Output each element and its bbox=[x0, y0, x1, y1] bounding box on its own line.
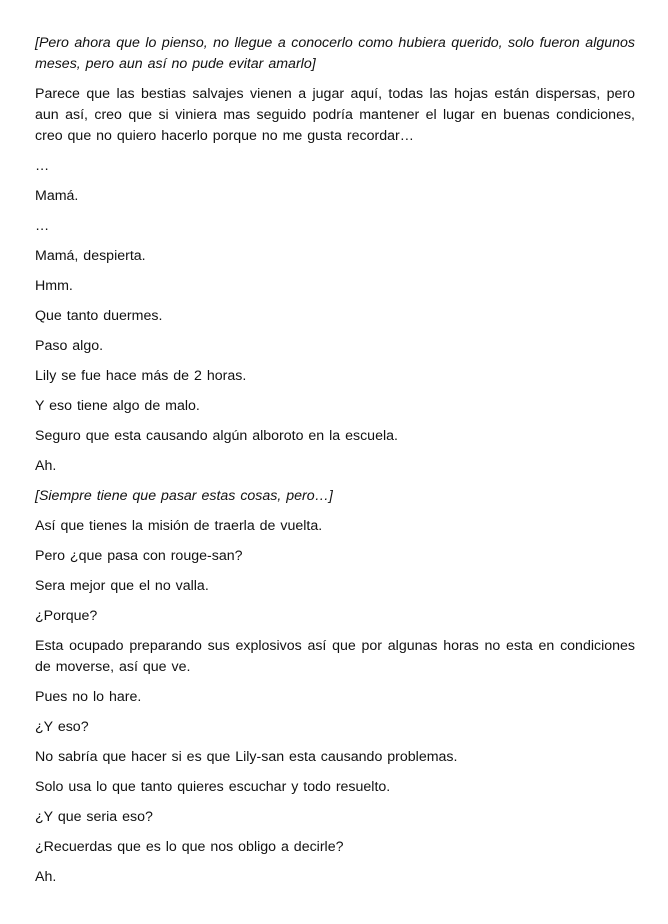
paragraph: ¿Y eso? bbox=[35, 719, 89, 735]
paragraph: Parece que las bestias salvajes vienen a jugar aquí, todas las hojas están dispersas, pero aun así, creo que si viniera mas seguido podría mantener el lugar en buenas condiciones, creo que no quiero hacerlo porque no me gusta recordar… bbox=[35, 86, 635, 144]
paragraph: Pues no lo hare. bbox=[35, 689, 142, 705]
paragraph: Lily se fue hace más de 2 horas. bbox=[35, 368, 247, 384]
paragraph: … bbox=[35, 218, 50, 234]
paragraph: Que tanto duermes. bbox=[35, 308, 163, 324]
paragraph: ¿Porque? bbox=[35, 608, 98, 624]
paragraph: Solo usa lo que tanto quieres escuchar y todo resuelto. bbox=[35, 779, 391, 795]
paragraph: … bbox=[35, 158, 50, 174]
paragraph: Así que tienes la misión de traerla de vuelta. bbox=[35, 518, 323, 534]
paragraph: Sera mejor que el no valla. bbox=[35, 578, 209, 594]
paragraph: Y eso tiene algo de malo. bbox=[35, 398, 200, 414]
paragraph: No sabría que hacer si es que Lily-san esta causando problemas. bbox=[35, 749, 458, 765]
paragraph: ¿Recuerdas que es lo que nos obligo a decirle? bbox=[35, 839, 344, 855]
paragraph: Ah. bbox=[35, 458, 57, 474]
paragraph: Paso algo. bbox=[35, 338, 104, 354]
document-page bbox=[35, 33, 635, 897]
paragraph: Pero ¿que pasa con rouge-san? bbox=[35, 548, 243, 564]
paragraph: Mamá. bbox=[35, 188, 79, 204]
paragraph: Esta ocupado preparando sus explosivos así que por algunas horas no esta en condiciones de moverse, así que ve. bbox=[35, 638, 635, 675]
paragraph: Seguro que esta causando algún alboroto en la escuela. bbox=[35, 428, 398, 444]
paragraph: ¿Y que seria eso? bbox=[35, 809, 153, 825]
paragraph: Hmm. bbox=[35, 278, 73, 294]
paragraph: Ah. bbox=[35, 869, 57, 885]
paragraph: [Siempre tiene que pasar estas cosas, pero…] bbox=[35, 488, 333, 504]
paragraph: Mamá, despierta. bbox=[35, 248, 146, 264]
paragraph: [Pero ahora que lo pienso, no llegue a conocerlo como hubiera querido, solo fueron algunos meses, pero aun así no pude evitar amarlo] bbox=[35, 35, 635, 72]
